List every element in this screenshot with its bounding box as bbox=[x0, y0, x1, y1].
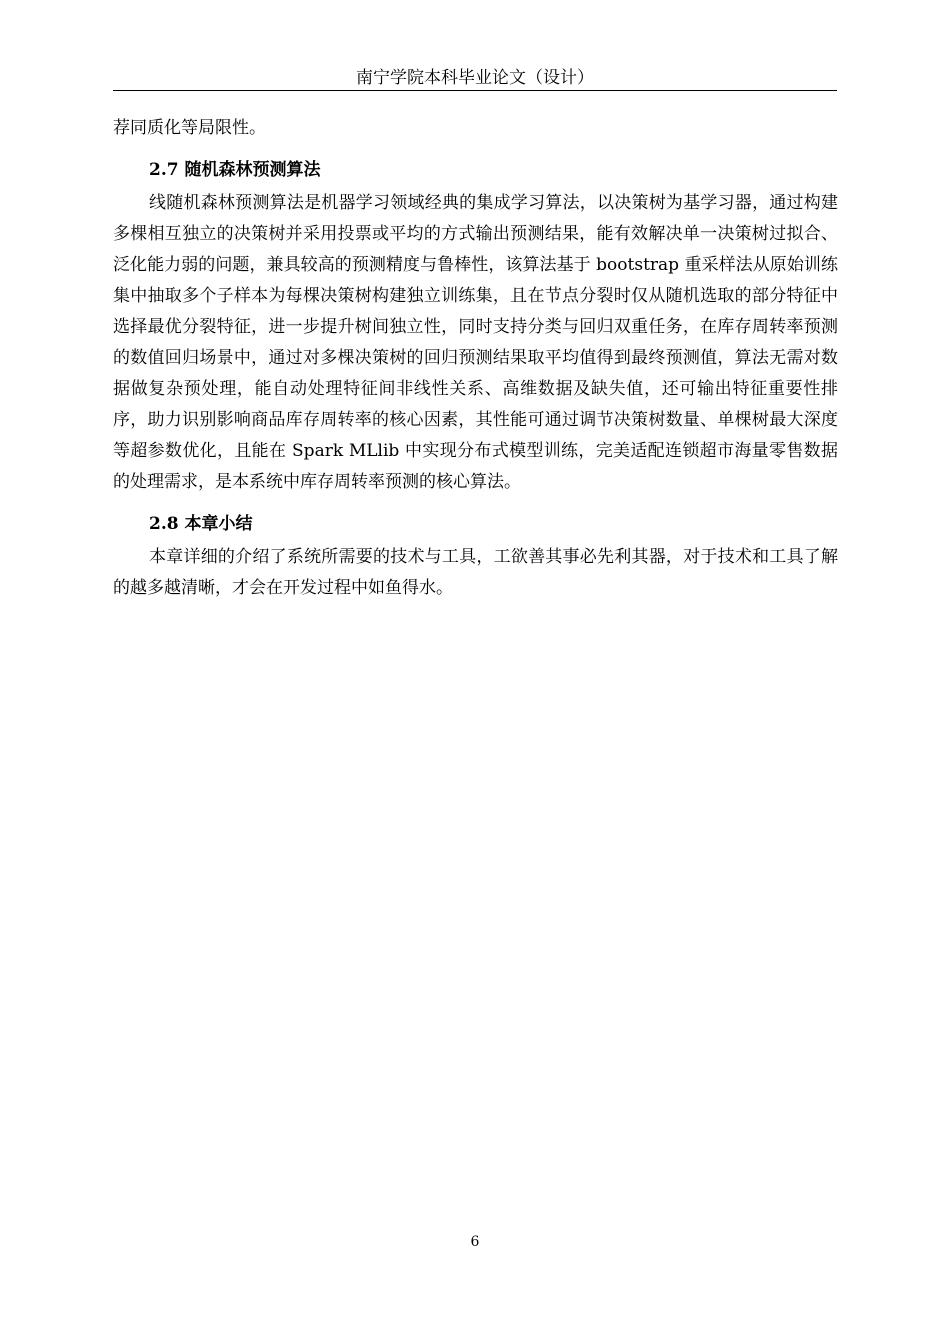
page-header bbox=[113, 66, 837, 91]
section-heading-2-8: 2.8 本章小结 bbox=[149, 514, 253, 534]
section-2-8-paragraph: 本章详细的介绍了系统所需要的技术与工具，工欲善其事必先利其器，对于技术和工具了解的越多越清晰，才会在开发过程中如鱼得水。 bbox=[113, 547, 838, 598]
page-body bbox=[113, 113, 838, 604]
page-header-title: 南宁学院本科毕业论文（设计） bbox=[356, 68, 594, 88]
continuation-paragraph: 荐同质化等局限性。 bbox=[113, 118, 266, 138]
section-heading-2-7: 2.7 随机森林预测算法 bbox=[149, 160, 321, 180]
page-number: 6 bbox=[470, 1234, 480, 1250]
section-2-7-paragraph: 线随机森林预测算法是机器学习领域经典的集成学习算法，以决策树为基学习器，通过构建多棵相互独立的决策树并采用投票或平均的方式输出预测结果，能有效解决单一决策树过拟合、泛化能力弱的问题，兼具较高的预测精度与鲁棒性，该算法基于 bootstrap 重采样法从原始训练集中抽取多个子样本为每棵决策树构建独立训练集，且在节点分裂时仅从随机选取的部分特征中选择最优分裂特征，进一步提升树间独立性，同时支持分类与回归双重任务，在库存周转率预测的数值回归场景中，通过对多棵决策树的回归预测结果取平均值得到最终预测值，算法无需对数据做复杂预处理，能自动处理特征间非线性关系、高维数据及缺失值，还可输出特征重要性排序，助力识别影响商品库存周转率的核心因素，其性能可通过调节决策树数量、单棵树最大深度等超参数优化，且能在 Spark MLlib 中实现分布式模型训练，完美适配连锁超市海量零售数据的处理需求，是本系统中库存周转率预测的核心算法。 bbox=[113, 193, 838, 492]
